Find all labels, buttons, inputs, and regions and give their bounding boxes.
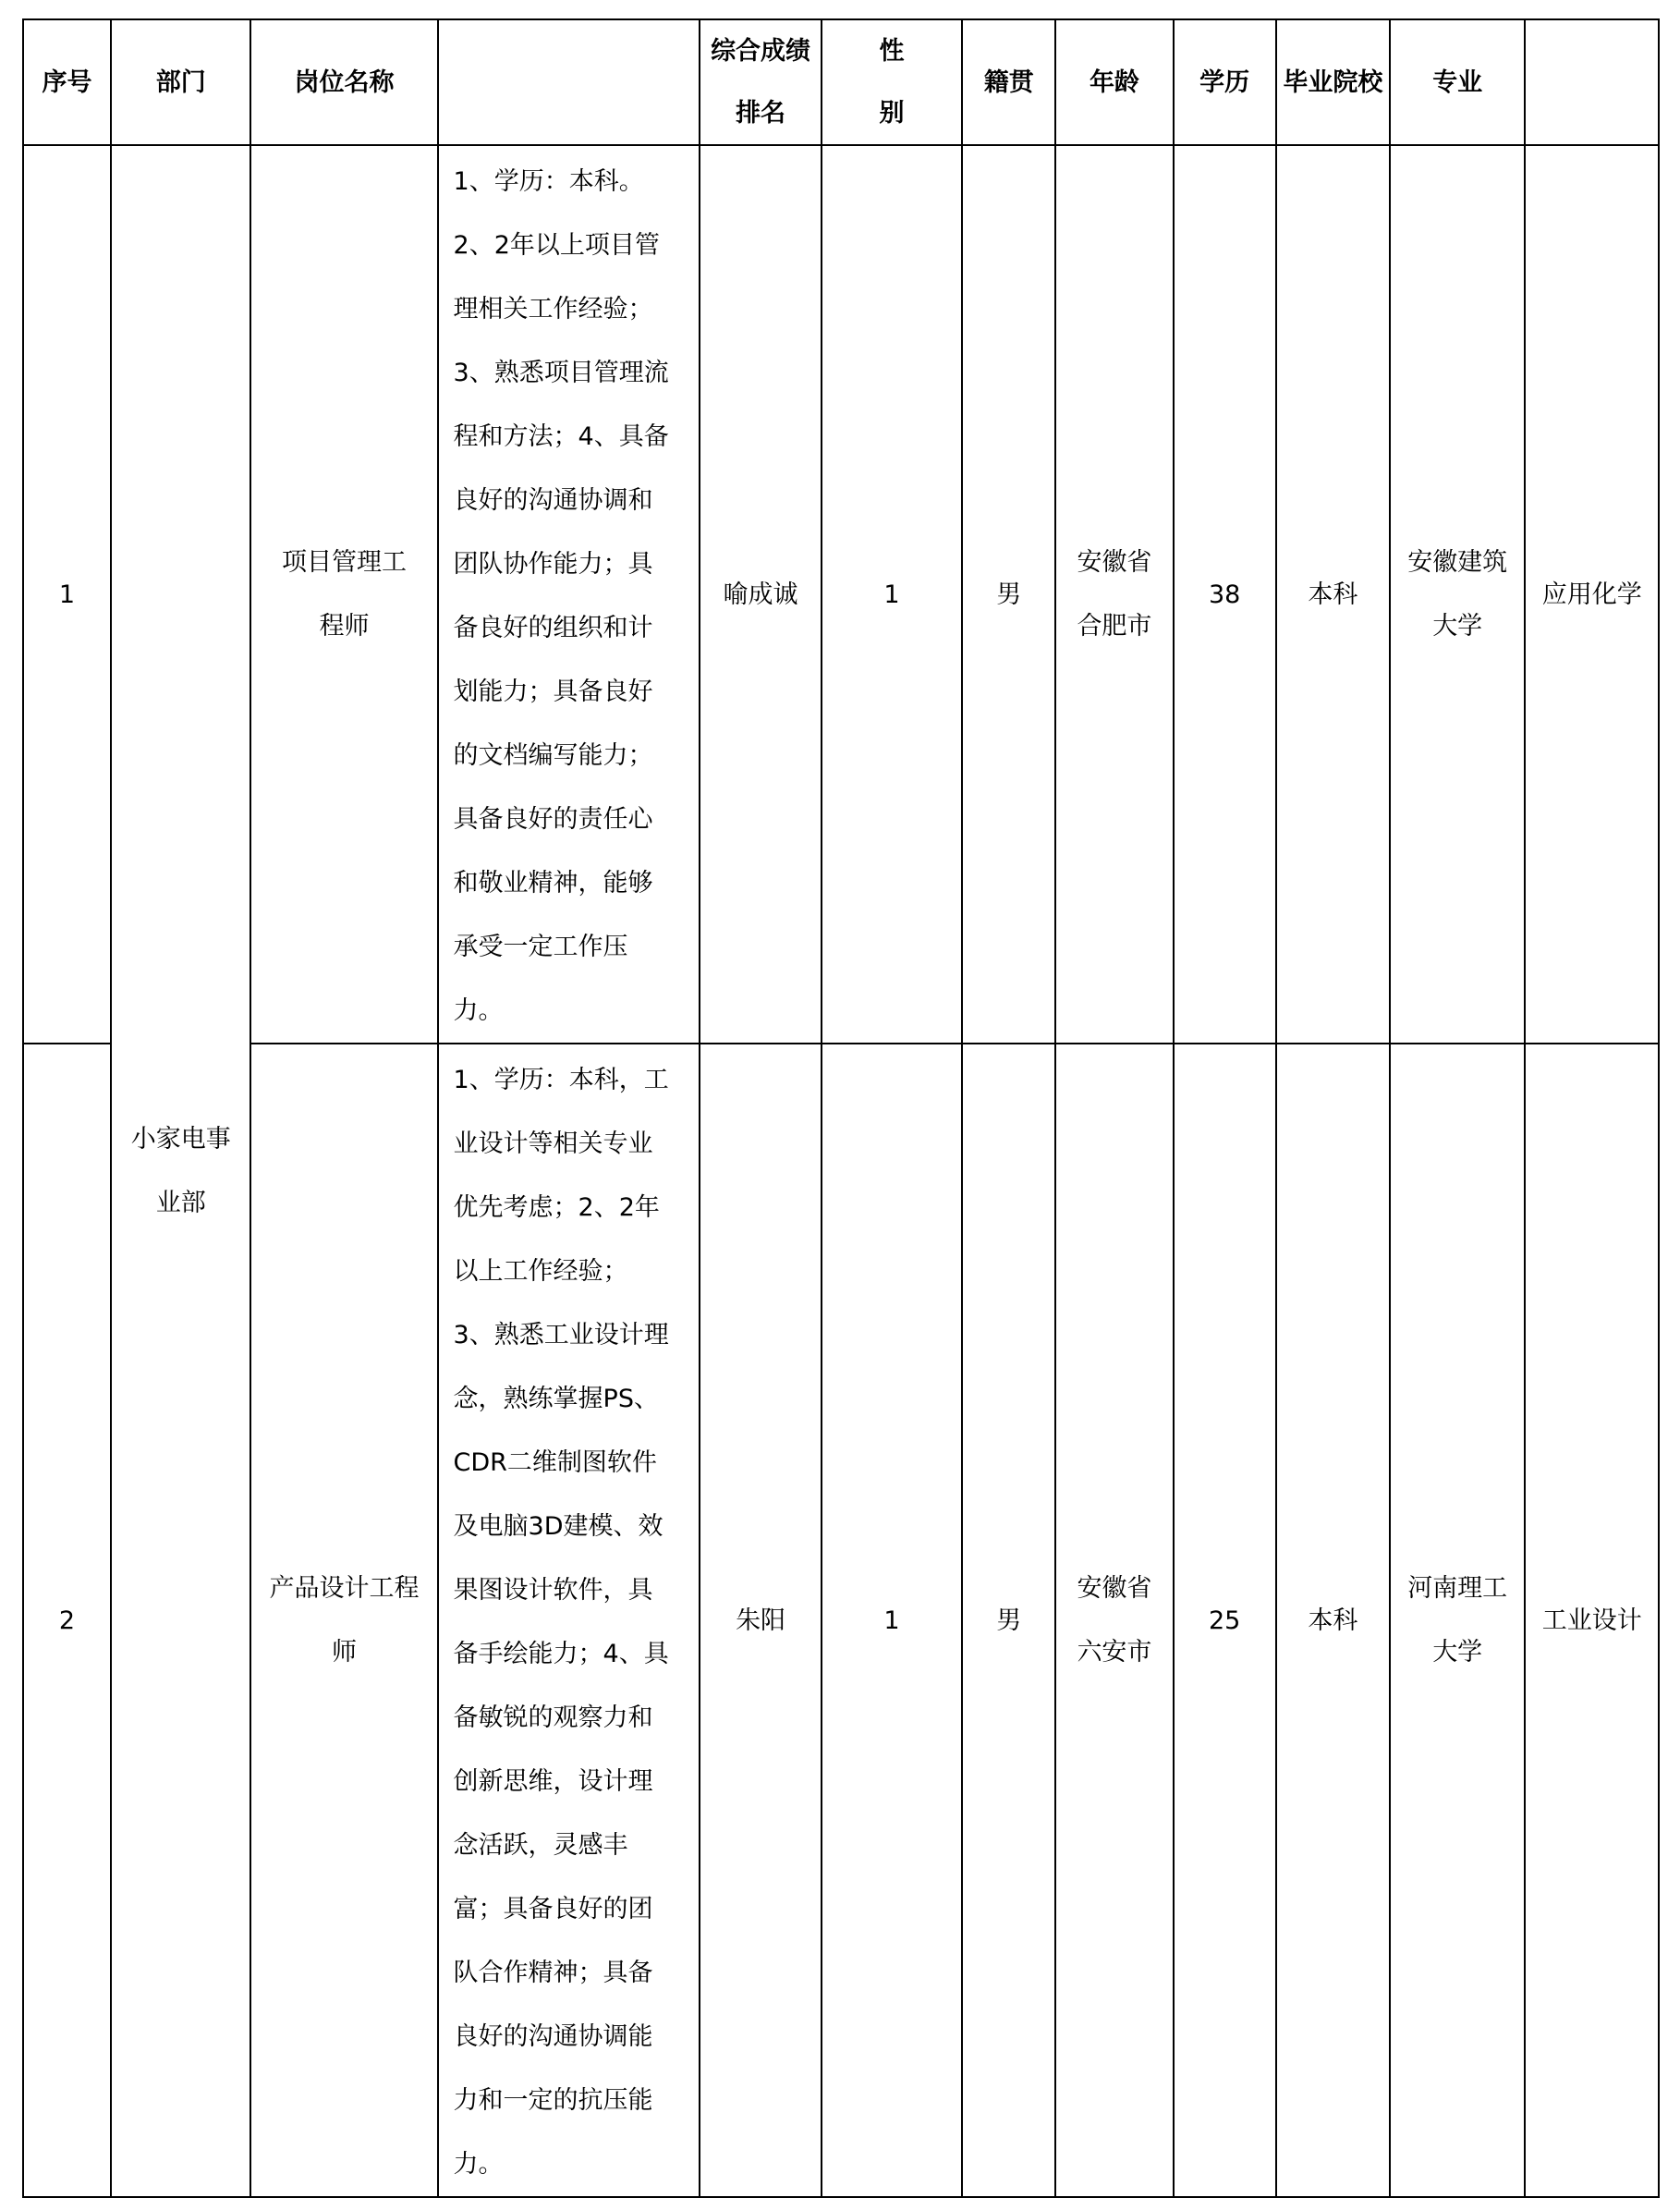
header-candidate xyxy=(700,19,821,145)
header-education: 毕业院校 xyxy=(1276,19,1390,145)
school-line-2: 大学 xyxy=(1432,612,1483,641)
cell-age: 25 xyxy=(1174,1044,1276,2197)
candidate-table xyxy=(22,18,1660,2198)
requirement-line: 的文档编写能力； xyxy=(453,741,653,770)
requirement-line: 以上工作经验； xyxy=(453,1257,628,1286)
requirement-line: 备良好的组织和计 xyxy=(453,614,653,642)
requirement-line: 理相关工作经验； xyxy=(453,295,653,324)
header-major xyxy=(1525,19,1659,145)
origin-line-2: 六安市 xyxy=(1077,1638,1152,1667)
cell-origin xyxy=(1055,145,1173,1044)
requirement-line: 3、熟悉项目管理流 xyxy=(453,359,669,387)
header-rank xyxy=(822,19,963,145)
origin-line-1: 安徽省 xyxy=(1077,1574,1152,1603)
requirement-line: 团队协作能力；具 xyxy=(453,550,653,579)
requirement-line: 划能力；具备良好 xyxy=(453,678,653,706)
cell-candidate: 喻成诚 xyxy=(700,145,821,1044)
position-line-1: 项目管理工 xyxy=(282,548,407,577)
header-department: 部门 xyxy=(111,19,251,145)
cell-school xyxy=(1390,1044,1525,2197)
department-line-1: 小家电事 xyxy=(130,1125,231,1154)
school-line-2: 大学 xyxy=(1432,1638,1483,1667)
school-line-1: 安徽建筑 xyxy=(1407,548,1508,577)
requirement-line: 业设计等相关专业 xyxy=(453,1129,653,1158)
requirement-line: 1、学历：本科。 xyxy=(453,167,644,196)
header-position: 岗位名称 xyxy=(250,19,437,145)
requirement-line: 备手绘能力；4、具 xyxy=(453,1640,669,1668)
header-candidate-line-1: 综合成绩 xyxy=(711,37,811,66)
requirement-line: 2、2年以上项目管 xyxy=(453,231,660,260)
header-no: 序号 xyxy=(23,19,111,145)
header-gender: 籍贯 xyxy=(962,19,1055,145)
requirement-line: 良好的沟通协调能 xyxy=(453,2022,653,2051)
header-age: 学历 xyxy=(1174,19,1276,145)
origin-line-1: 安徽省 xyxy=(1077,548,1152,577)
cell-position xyxy=(250,1044,437,2197)
header-candidate-line-2: 排名 xyxy=(736,99,786,128)
requirement-line: 良好的沟通协调和 xyxy=(453,486,653,515)
cell-department xyxy=(111,145,251,2197)
requirement-line: 果图设计软件，具 xyxy=(453,1576,653,1605)
cell-education: 本科 xyxy=(1276,1044,1390,2197)
header-origin: 年龄 xyxy=(1055,19,1173,145)
requirement-line: 队合作精神；具备 xyxy=(453,1959,653,1987)
header-row xyxy=(23,19,1659,145)
school-line-1: 河南理工 xyxy=(1407,1574,1508,1603)
position-line-2: 师 xyxy=(332,1638,357,1667)
requirement-line: 富；具备良好的团 xyxy=(453,1895,653,1923)
cell-major: 工业设计 xyxy=(1525,1044,1659,2197)
cell-age: 38 xyxy=(1174,145,1276,1044)
cell-origin xyxy=(1055,1044,1173,2197)
cell-rank: 1 xyxy=(822,145,963,1044)
cell-gender: 男 xyxy=(962,145,1055,1044)
header-rank-line-2: 别 xyxy=(879,99,905,128)
requirement-line: 具备良好的责任心 xyxy=(453,805,653,834)
position-line-2: 程师 xyxy=(319,612,370,641)
cell-no: 1 xyxy=(23,145,111,1044)
cell-major: 应用化学 xyxy=(1525,145,1659,1044)
requirement-line: 承受一定工作压 xyxy=(453,933,628,961)
header-school: 专业 xyxy=(1390,19,1525,145)
position-line-1: 产品设计工程 xyxy=(269,1574,420,1603)
cell-requirements xyxy=(438,145,700,1044)
requirement-line: 3、熟悉工业设计理 xyxy=(453,1321,669,1349)
cell-gender: 男 xyxy=(962,1044,1055,2197)
requirement-line: 力。 xyxy=(453,2150,504,2179)
cell-position xyxy=(250,145,437,1044)
cell-school xyxy=(1390,145,1525,1044)
requirement-line: CDR二维制图软件 xyxy=(453,1448,657,1477)
department-line-2: 业部 xyxy=(155,1189,206,1217)
requirement-line: 力。 xyxy=(453,996,504,1025)
requirement-line: 和敬业精神，能够 xyxy=(453,869,653,897)
origin-line-2: 合肥市 xyxy=(1077,612,1152,641)
header-rank-line-1: 性 xyxy=(879,37,905,66)
requirement-line: 创新思维，设计理 xyxy=(453,1767,653,1796)
requirement-line: 力和一定的抗压能 xyxy=(453,2086,653,2115)
requirement-line: 程和方法；4、具备 xyxy=(453,422,669,451)
requirement-line: 及电脑3D建模、效 xyxy=(453,1512,663,1541)
cell-education: 本科 xyxy=(1276,145,1390,1044)
table-row xyxy=(23,1044,1659,2197)
requirement-line: 优先考虑；2、2年 xyxy=(453,1193,660,1222)
header-requirements xyxy=(438,19,700,145)
requirement-line: 念活跃，灵感丰 xyxy=(453,1831,628,1860)
requirement-line: 备敏锐的观察力和 xyxy=(453,1703,653,1732)
requirement-line: 念，熟练掌握PS、 xyxy=(453,1385,659,1413)
table-row xyxy=(23,145,1659,1044)
cell-requirements xyxy=(438,1044,700,2197)
cell-candidate: 朱阳 xyxy=(700,1044,821,2197)
cell-no: 2 xyxy=(23,1044,111,2197)
requirement-line: 1、学历：本科，工 xyxy=(453,1066,669,1094)
cell-rank: 1 xyxy=(822,1044,963,2197)
